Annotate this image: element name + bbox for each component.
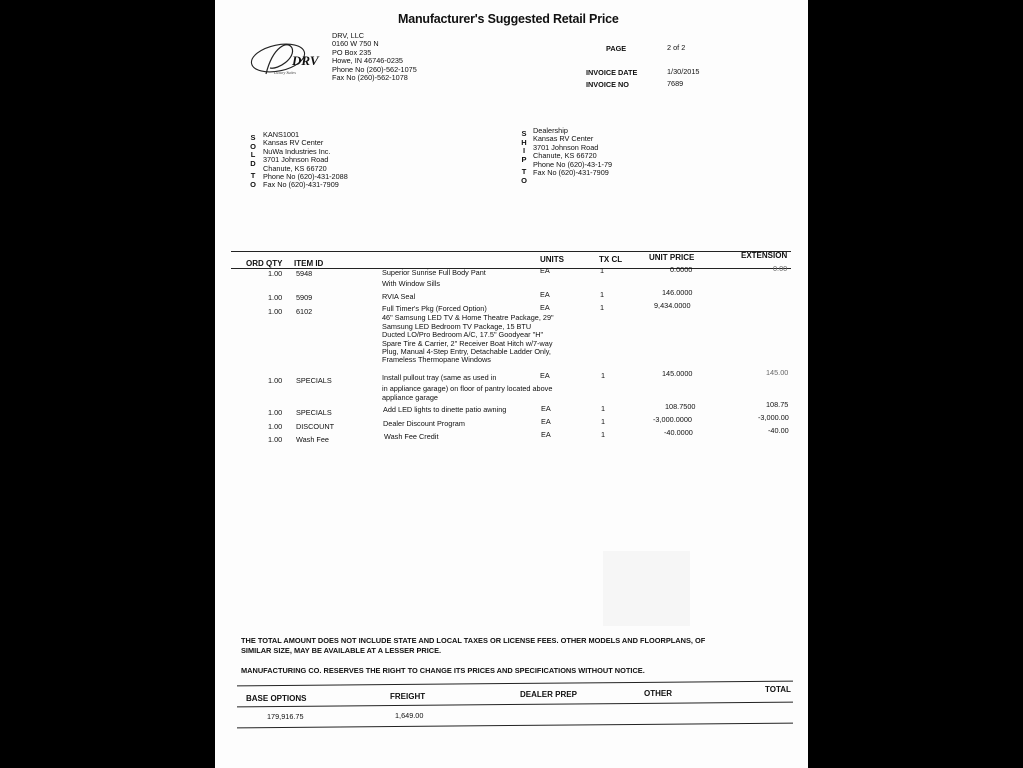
col-header-units: UNITS: [540, 255, 564, 264]
cell-qty: 1.00: [268, 435, 283, 444]
cell-tx: 1: [600, 290, 605, 299]
cell-desc: Wash Fee Credit: [384, 432, 439, 441]
sold-to-label: S O L D T O: [250, 133, 256, 189]
company-logo: [248, 38, 323, 80]
company-line: 0160 W 750 N: [332, 39, 379, 49]
cell-qty: 1.00: [268, 408, 283, 417]
cell-tx: 1: [600, 303, 605, 312]
totals-header-freight: FREIGHT: [390, 692, 426, 701]
ship-to-line: 3701 Johnson Road: [533, 142, 599, 152]
cell-item: 6102: [296, 307, 313, 316]
ship-to-label: S H I P T O: [521, 129, 527, 185]
totals-value-freight: 1,649.00: [395, 711, 424, 720]
ship-to-line: Chanute, KS 66720: [533, 151, 597, 161]
cell-desc: Dealer Discount Program: [383, 419, 465, 428]
cell-price: -3,000.0000: [653, 415, 692, 424]
totals-header-base-options: BASE OPTIONS: [246, 694, 307, 703]
notice-text: [241, 636, 705, 676]
cell-item: SPECIALS: [296, 408, 332, 417]
notice-line: MANUFACTURING CO. RESERVES THE RIGHT TO CHANGE ITS PRICES AND SPECIFICATIONS WITHOUT NOTICE.: [241, 666, 645, 675]
cell-price: 145.0000: [662, 369, 693, 378]
col-header-extension: EXTENSION: [741, 251, 788, 260]
totals-top-rule: [237, 681, 793, 687]
cell-units: EA: [541, 430, 551, 439]
cell-qty: 1.00: [268, 376, 283, 385]
cell-price: 0.0000: [670, 265, 693, 274]
company-line: Fax No (260)-562-1078: [332, 73, 408, 83]
invoice-date-label: INVOICE DATE: [586, 68, 638, 77]
invoice-page: [215, 0, 808, 768]
cell-price: -40.0000: [664, 428, 693, 437]
cell-tx: 1: [601, 417, 606, 426]
totals-header-dealer-prep: DEALER PREP: [520, 690, 577, 699]
invoice-date-value: 1/30/2015: [667, 67, 700, 76]
svg-text:DRV: DRV: [292, 53, 319, 68]
cell-item: Wash Fee: [296, 435, 329, 444]
cell-tx: 1: [601, 430, 606, 439]
notice-line: THE TOTAL AMOUNT DOES NOT INCLUDE STATE AND LOCAL TAXES OR LICENSE FEES. OTHER MODELS AND FLOORPLANS, OF: [241, 636, 706, 645]
cell-desc: RVIA Seal: [382, 292, 416, 301]
cell-price: 146.0000: [662, 288, 693, 297]
cell-ext: 145.00: [766, 368, 789, 377]
company-line: PO Box 235: [332, 47, 372, 57]
cell-item: 5909: [296, 293, 313, 302]
sold-to-line: NuWa Industries Inc.: [263, 146, 331, 156]
cell-units: EA: [540, 371, 550, 380]
sold-to-line: Phone No (620)-431-2088: [263, 172, 348, 182]
ship-to-address: [533, 127, 612, 177]
invoice-no-value: 7689: [667, 79, 684, 88]
cell-qty: 1.00: [268, 422, 283, 431]
ship-to-line: Kansas RV Center: [533, 134, 594, 144]
page-label: PAGE: [606, 44, 627, 53]
col-header-ord-qty: ORD QTY: [246, 259, 283, 268]
invoice-no-label: INVOICE NO: [586, 80, 629, 89]
cell-units: EA: [540, 266, 550, 275]
cell-units: EA: [541, 417, 551, 426]
cell-units: EA: [540, 303, 550, 312]
company-line: Phone No (260)-562-1075: [332, 64, 417, 74]
cell-price: 9,434.0000: [654, 301, 691, 310]
table-header-rule: [231, 268, 791, 269]
cell-ext: -40.00: [768, 426, 789, 435]
company-address: [332, 32, 417, 82]
company-line: Howe, IN 46746-0235: [332, 56, 403, 66]
cell-units: EA: [540, 290, 550, 299]
sold-to-line: Fax No (620)-431-7909: [263, 180, 339, 190]
cell-item: SPECIALS: [296, 376, 332, 385]
scan-artifact: [603, 551, 690, 626]
cell-desc: Add LED lights to dinette patio awning: [383, 405, 507, 414]
cell-units: EA: [541, 404, 551, 413]
page-value: 2 of 2: [667, 43, 686, 52]
cell-qty: 1.00: [268, 307, 283, 316]
cell-ext: 0.00: [773, 264, 788, 273]
cell-desc: Install pullout tray (same as used in in appliance garage) on floor of pantry located above appliance garage: [382, 373, 553, 402]
ship-to-line: Fax No (620)-431-7909: [533, 168, 609, 178]
totals-header-rule: [237, 702, 793, 708]
col-header-item-id: ITEM ID: [294, 259, 324, 268]
ship-to-line: Dealership: [533, 126, 568, 135]
logo-tagline: Luxury Suites: [274, 70, 296, 75]
cell-desc: Superior Sunrise Full Body Pant With Window Sills: [382, 268, 486, 289]
totals-bottom-rule: [237, 723, 793, 729]
company-line: DRV, LLC: [332, 31, 365, 40]
cell-tx: 1: [600, 266, 605, 275]
document-title: Manufacturer's Suggested Retail Price: [398, 12, 619, 26]
ship-to-line: Phone No (620)-43-1-79: [533, 159, 613, 169]
sold-to-line: KANS1001: [263, 130, 300, 139]
cell-item: DISCOUNT: [296, 422, 335, 431]
sold-to-line: 3701 Johnson Road: [263, 155, 329, 165]
notice-line: SIMILAR SIZE, MAY BE AVAILABLE AT A LESSER PRICE.: [241, 645, 442, 655]
cell-desc: Full Timer's Pkg (Forced Option) 46" Samsung LED TV & Home Theatre Package, 29" Samsung LED Bedroom TV Package, 15 BTU Ducted LO/Pro Bedroom A/C, 17.5" Goodyear "H" Spare Tire & Carrier, 2" Receiver Boat Hitch w/7-way Plug, Manual 4-Step Entry, Detachable Ladder Only, Frameless Thermopane Windows: [382, 304, 554, 365]
cell-price: 108.7500: [665, 402, 696, 411]
sold-to-line: Kansas RV Center: [263, 138, 324, 148]
col-header-unit-price: UNIT PRICE: [649, 253, 695, 262]
cell-tx: 1: [601, 404, 606, 413]
col-header-tx-cl: TX CL: [599, 255, 623, 264]
cell-item: 5948: [296, 269, 313, 278]
totals-value-base-options: 179,916.75: [267, 712, 304, 721]
cell-ext: 108.75: [766, 400, 789, 409]
cell-qty: 1.00: [268, 293, 283, 302]
sold-to-address: [263, 131, 348, 190]
cell-tx: 1: [601, 371, 606, 380]
cell-qty: 1.00: [268, 269, 283, 278]
cell-ext: -3,000.00: [758, 413, 789, 422]
sold-to-line: Chanute, KS 66720: [263, 163, 327, 173]
totals-header-other: OTHER: [644, 689, 672, 698]
totals-header-total: TOTAL: [765, 685, 791, 694]
table-top-rule: [231, 251, 791, 252]
